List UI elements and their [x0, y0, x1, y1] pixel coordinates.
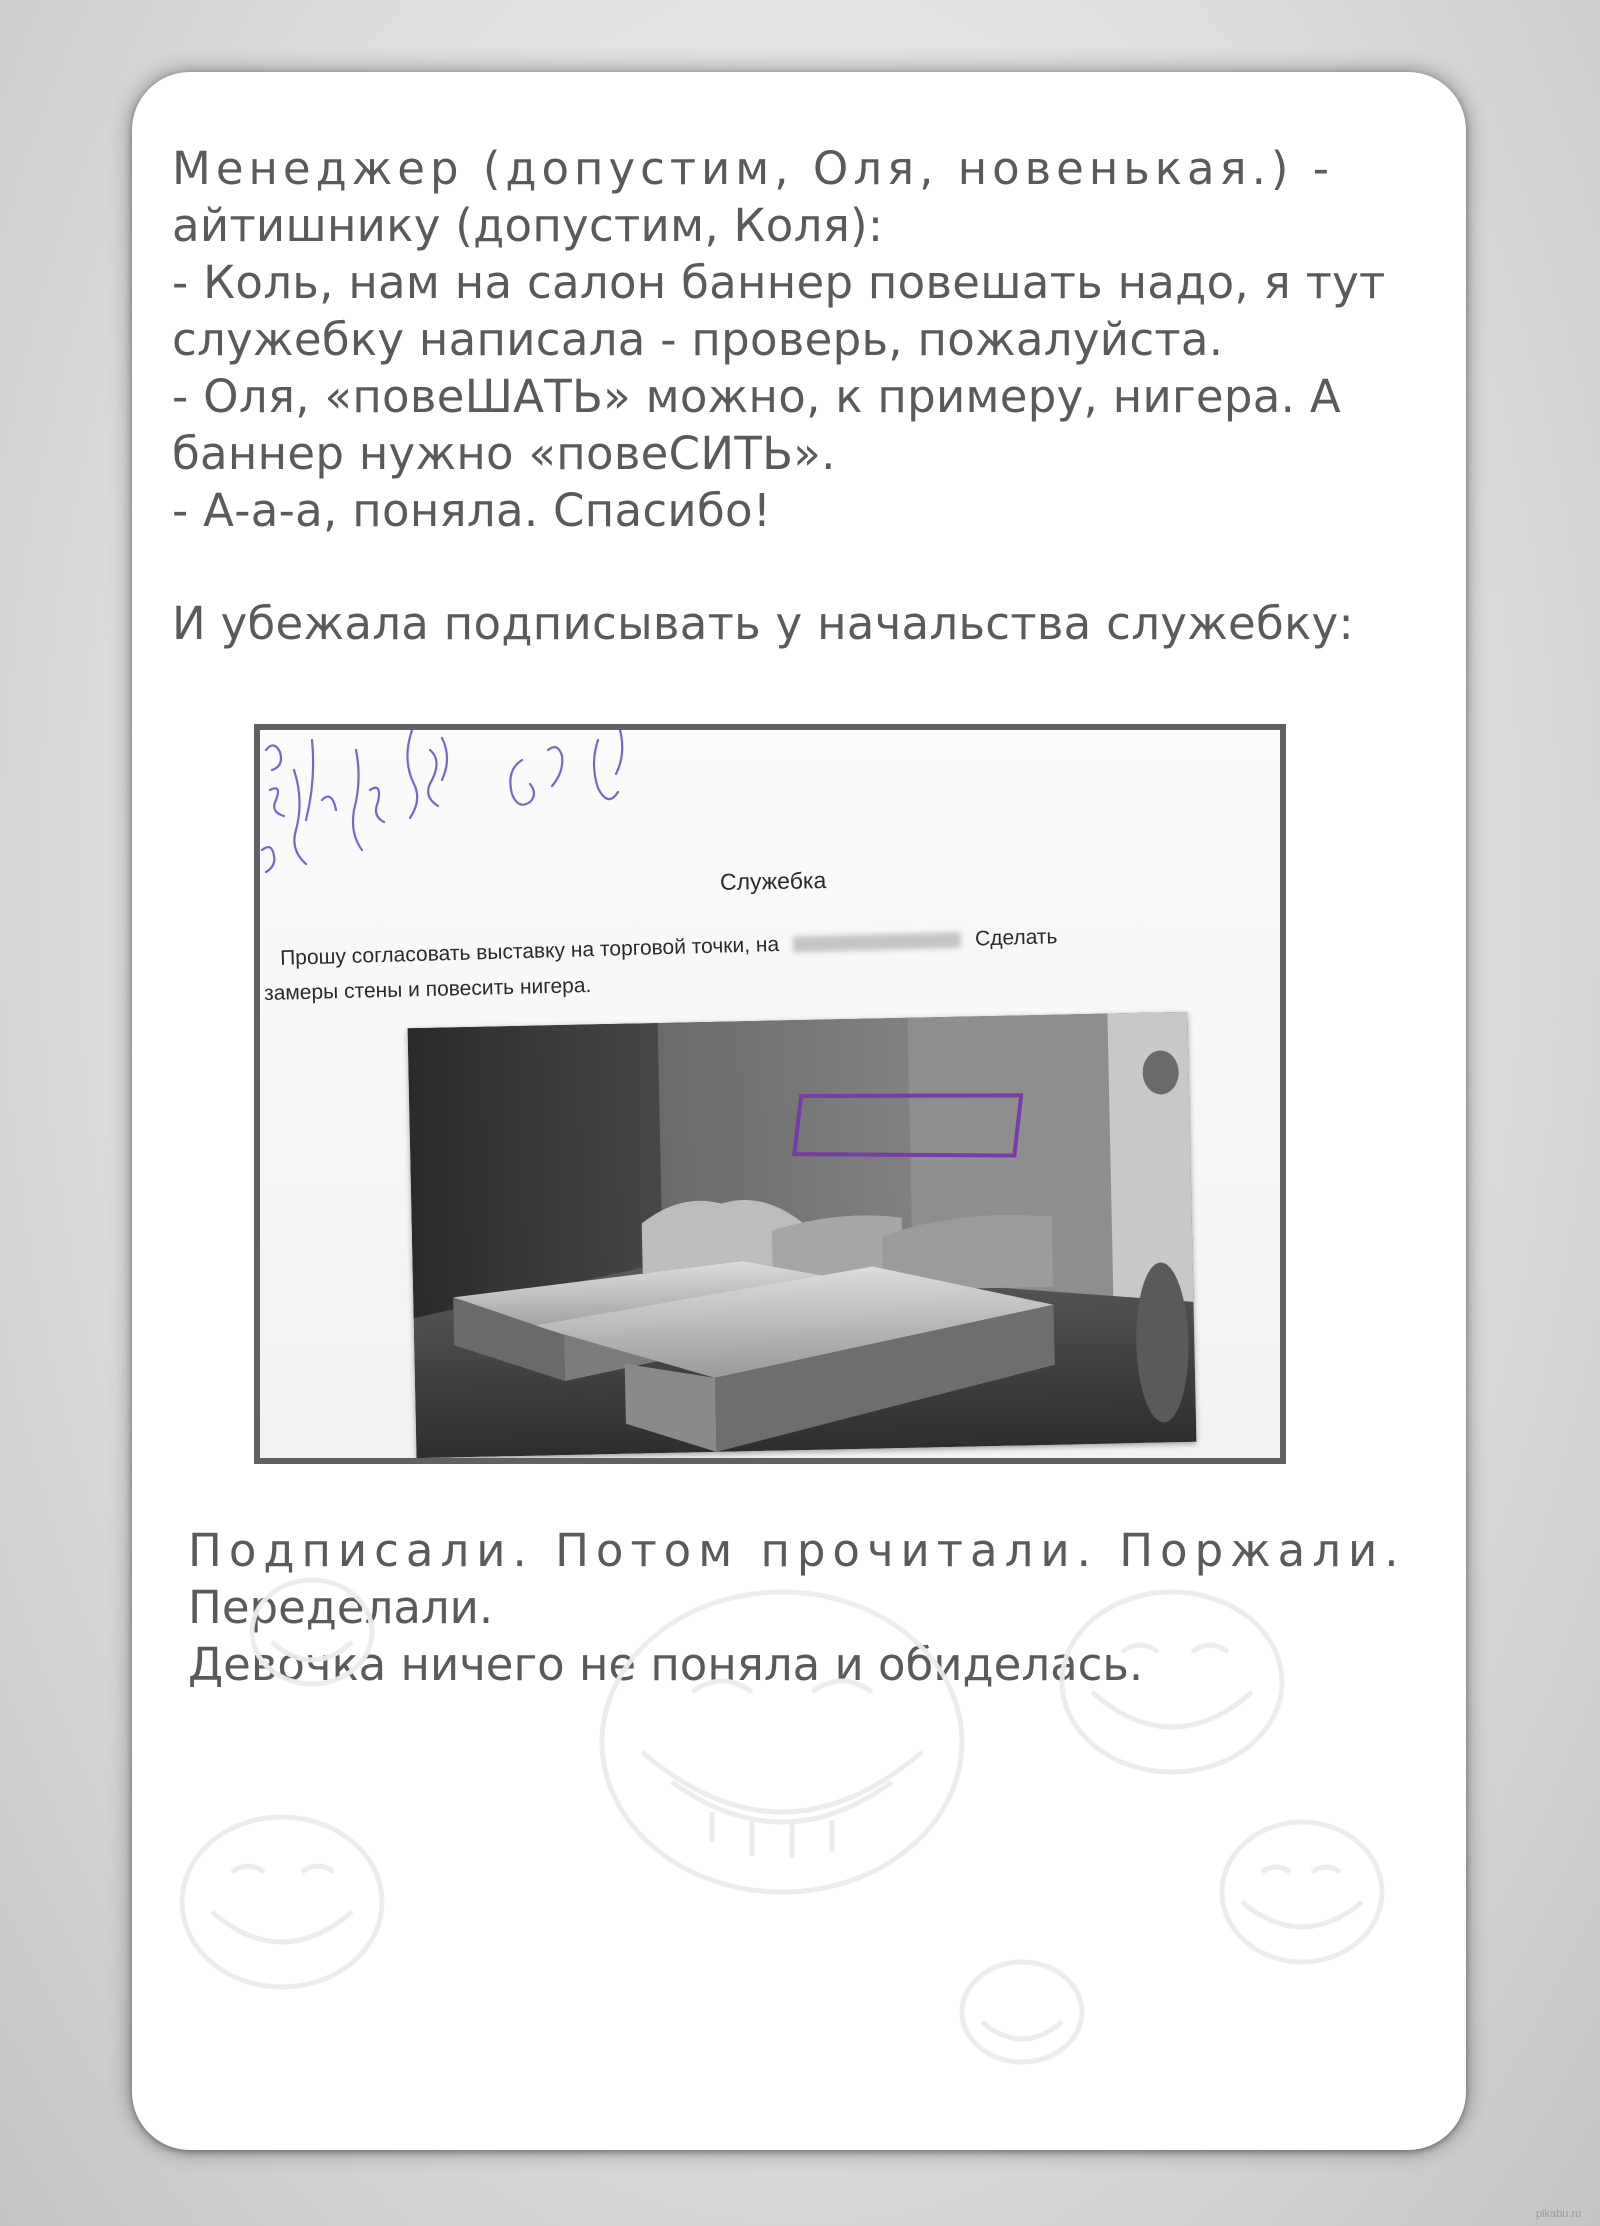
story-line-1: Менеджер (допустим, Оля, новенькая.) - — [172, 142, 1335, 195]
memo-photo — [254, 724, 1286, 1464]
memo-request-line-2: замеры стены и повесить нигера. — [263, 974, 592, 1005]
trollface-small-1 — [1062, 1592, 1282, 1772]
trollface-small-2 — [1222, 1822, 1382, 1962]
trollface-large — [602, 1592, 962, 1892]
trollface-watermark — [132, 1452, 1466, 2150]
story-line-5: - Оля, «повеШАТЬ» можно, к примеру, нигера. А — [172, 370, 1341, 423]
trollface-small-4 — [252, 1580, 372, 1684]
story-line-7: - А-а-а, поняла. Спасибо! — [172, 484, 772, 537]
story-line-2: айтишнику (допустим, Коля): — [172, 199, 884, 252]
story-line-3: - Коль, нам на салон баннер повешать надо, я тут — [172, 256, 1386, 309]
memo-title: Служебка — [719, 867, 827, 895]
story-line-4: служебку написала - проверь, пожалуйста. — [172, 313, 1224, 366]
memo-line1-end: Сделать — [974, 925, 1058, 951]
story-gap — [172, 539, 1442, 595]
showroom-photo — [408, 1012, 1197, 1458]
ending-line-1: Подписали. Потом прочитали. Поржали. — [188, 1524, 1406, 1577]
memo-line1-start: Прошу согласовать выставку на торговой точки, на — [279, 932, 780, 970]
story-line-after: И убежала подписывать у начальства служебку: — [172, 597, 1354, 650]
story-text — [172, 140, 1442, 652]
signature-scribbles — [260, 730, 680, 910]
trollface-small-5 — [962, 1962, 1082, 2062]
showroom-photo-drawing — [408, 1012, 1197, 1458]
story-line-6: баннер нужно «повеСИТЬ». — [172, 427, 836, 480]
redacted-address — [793, 932, 961, 953]
ending-line-2: Переделали. — [188, 1581, 494, 1634]
trollface-small-3 — [182, 1817, 382, 1987]
ending-line-3: Девочка ничего не поняла и обиделась. — [188, 1638, 1144, 1691]
site-credit: pikabu.ru — [1536, 2208, 1582, 2220]
story-card — [132, 72, 1466, 2150]
